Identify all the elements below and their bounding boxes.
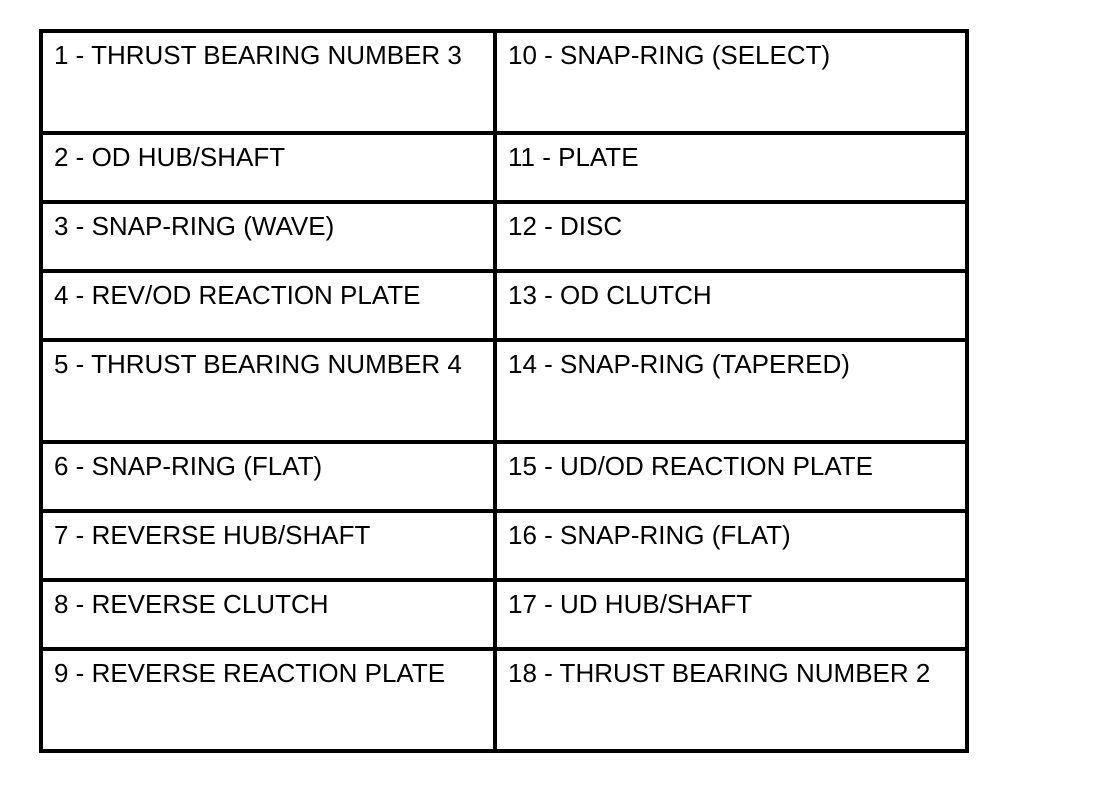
legend-cell-right: 18 - THRUST BEARING NUMBER 2	[495, 649, 967, 751]
legend-cell-right: 16 - SNAP-RING (FLAT)	[495, 511, 967, 580]
legend-cell-left: 5 - THRUST BEARING NUMBER 4	[41, 340, 495, 442]
legend-cell-right: 14 - SNAP-RING (TAPERED)	[495, 340, 967, 442]
legend-cell-right: 10 - SNAP-RING (SELECT)	[495, 31, 967, 133]
table-row	[41, 340, 967, 442]
legend-cell-left: 9 - REVERSE REACTION PLATE	[41, 649, 495, 751]
legend-cell-left: 3 - SNAP-RING (WAVE)	[41, 202, 495, 271]
table-row	[41, 202, 967, 271]
table-row	[41, 271, 967, 340]
table-row	[41, 31, 967, 133]
table-row	[41, 580, 967, 649]
legend-cell-left: 2 - OD HUB/SHAFT	[41, 133, 495, 202]
legend-cell-left: 4 - REV/OD REACTION PLATE	[41, 271, 495, 340]
legend-cell-right: 12 - DISC	[495, 202, 967, 271]
parts-legend-table	[39, 29, 969, 753]
table-row	[41, 511, 967, 580]
legend-cell-left: 8 - REVERSE CLUTCH	[41, 580, 495, 649]
legend-cell-left: 1 - THRUST BEARING NUMBER 3	[41, 31, 495, 133]
table-row	[41, 133, 967, 202]
legend-cell-right: 13 - OD CLUTCH	[495, 271, 967, 340]
legend-cell-left: 6 - SNAP-RING (FLAT)	[41, 442, 495, 511]
table-row	[41, 442, 967, 511]
legend-cell-left: 7 - REVERSE HUB/SHAFT	[41, 511, 495, 580]
legend-cell-right: 11 - PLATE	[495, 133, 967, 202]
legend-cell-right: 17 - UD HUB/SHAFT	[495, 580, 967, 649]
table-row	[41, 649, 967, 751]
legend-cell-right: 15 - UD/OD REACTION PLATE	[495, 442, 967, 511]
